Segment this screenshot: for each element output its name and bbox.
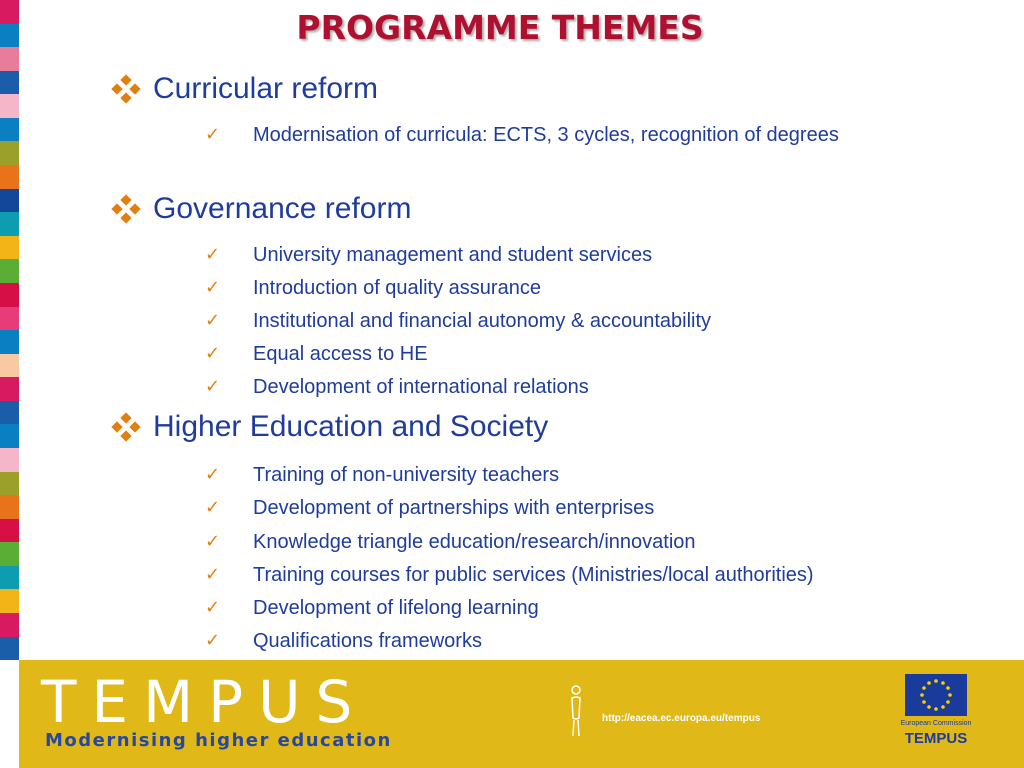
checkmark-icon: ✓ [205,376,221,397]
stripe-segment [0,165,19,189]
stripe-segment [0,259,19,283]
list-item-text: University management and student services [253,244,653,266]
checkmark-icon: ✓ [205,124,221,145]
section-heading-governance [113,192,411,226]
list-item-text: Development of partnerships with enterprises [253,497,655,519]
checkmark-icon: ✓ [205,531,221,552]
list-item-text: Institutional and financial autonomy & accountability [253,310,712,332]
stripe-segment [0,519,19,543]
stripe-segment [0,118,19,142]
stripe-segment [0,212,19,236]
checkmark-icon: ✓ [205,597,221,618]
page-title: PROGRAMME THEMES [296,8,704,47]
list-item-text: Training courses for public services (Ministries/local authorities) [253,564,814,586]
checkmark-icon: ✓ [205,343,221,364]
stripe-segment [0,401,19,425]
stripe-segment [0,141,19,165]
section-label: Governance reform [153,192,412,225]
stripe-segment [0,589,19,613]
stripe-segment [0,613,19,637]
diamond-bullet-icon [113,414,141,440]
european-commission-logo [899,672,973,760]
checkmark-icon: ✓ [205,277,221,298]
list-item-text: Development of lifelong learning [253,597,539,619]
checkmark-icon: ✓ [205,464,221,485]
stripe-segment [0,637,19,661]
list-item-text: Training of non-university teachers [253,464,560,486]
section-label: Higher Education and Society [153,410,549,443]
checkmark-icon: ✓ [205,310,221,331]
section-label: Curricular reform [153,72,379,105]
tempus-logo-text: TEMPUS [41,668,368,736]
stripe-segment [0,71,19,95]
list-item-text: Development of international relations [253,376,589,398]
ec-tempus-label: TEMPUS [904,730,968,747]
checkmark-icon: ✓ [205,630,221,651]
stripe-segment [0,94,19,118]
stripe-segment [0,542,19,566]
figure-icon [567,684,585,738]
list-item-text: Modernisation of curricula: ECTS, 3 cycles, recognition of degrees [253,124,839,146]
side-color-stripes [0,0,19,660]
stripe-segment [0,472,19,496]
diamond-bullet-icon [113,76,141,102]
ec-caption: European Commission [900,720,972,727]
tempus-website-link[interactable]: http://eacea.ec.europa.eu/tempus [602,713,761,724]
stripe-segment [0,495,19,519]
stripe-segment [0,189,19,213]
stripe-segment [0,566,19,590]
stripe-segment [0,448,19,472]
checkmark-icon: ✓ [205,497,221,518]
stripe-segment [0,354,19,378]
list-item-text: Introduction of quality assurance [253,277,541,299]
diamond-bullet-icon [113,196,141,222]
checkmark-icon: ✓ [205,244,221,265]
eu-flag-icon [905,674,967,716]
tagline: Modernising higher education [45,730,392,751]
stripe-segment [0,283,19,307]
list-item-text: Qualifications frameworks [253,630,482,652]
stripe-segment [0,424,19,448]
stripe-segment [0,330,19,354]
stripe-segment [0,236,19,260]
section-heading-curricular [113,72,378,106]
section-heading-society [113,410,548,444]
checkmark-icon: ✓ [205,564,221,585]
stripe-segment [0,47,19,71]
stripe-segment [0,377,19,401]
list-item-text: Knowledge triangle education/research/innovation [253,531,696,553]
list-item-text: Equal access to HE [253,343,428,365]
footer-banner [19,660,1024,768]
stripe-segment [0,307,19,331]
